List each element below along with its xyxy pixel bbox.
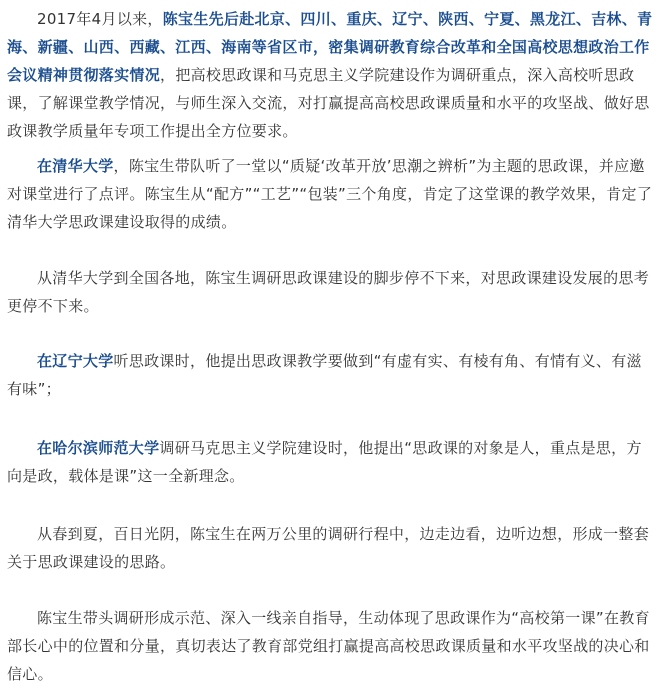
paragraph-6-text: 从春到夏，百日光阴，陈宝生在两万公里的调研行程中，边走边看，边听边想，形成一整套关于思政课建设的思路。 bbox=[7, 525, 650, 571]
paragraph-4 bbox=[7, 347, 657, 403]
paragraph-3-text: 从清华大学到全国各地，陈宝生调研思政课建设的脚步停不下来，对思政课建设发展的思考更停不下来。 bbox=[7, 269, 650, 315]
paragraph-2-lead: 在清华大学 bbox=[37, 157, 114, 175]
paragraph-1-text: ，把高校思政课和马克思主义学院建设作为调研重点，深入高校听思政课，了解课堂教学情况，与师生深入交流，对打赢提高高校思政课质量和水平的攻坚战、做好思政课教学质量年专项工作提出全方位要求。 bbox=[7, 66, 650, 140]
paragraph-4-lead: 在辽宁大学 bbox=[37, 352, 114, 370]
paragraph-5 bbox=[7, 434, 657, 490]
paragraph-5-text: 调研马克思主义学院建设时，他提出“思政课的对象是人，重点是思，方向是政，载体是课”这一全新理念。 bbox=[7, 439, 642, 485]
paragraph-2-text: ，陈宝生带队听了一堂以“质疑‘改革开放’思潮之辨析”为主题的思政课，并应邀对课堂进行了点评。陈宝生从“配方”“工艺”“包装”三个角度，肯定了这堂课的教学效果，肯定了清华大学思政课建设取得的成绩。 bbox=[7, 157, 653, 231]
paragraph-3 bbox=[7, 264, 657, 320]
paragraph-1-intro: 2017年4月以来， bbox=[37, 10, 163, 28]
paragraph-4-text: 听思政课时，他提出思政课教学要做到“有虚有实、有棱有角、有情有义、有滋有味”； bbox=[7, 352, 642, 398]
paragraph-2 bbox=[7, 152, 657, 236]
paragraph-6 bbox=[7, 520, 657, 576]
paragraph-5-lead: 在哈尔滨师范大学 bbox=[37, 439, 160, 457]
paragraph-1-highlight: 陈宝生先后赴北京、四川、重庆、辽宁、陕西、宁夏、黑龙江、吉林、青海、新疆、山西、西藏、江西、海南等省区市，密集调研教育综合改革和全国高校思想政治工作会议精神贯彻落实情况 bbox=[7, 10, 653, 84]
paragraph-7 bbox=[7, 604, 657, 688]
paragraph-1 bbox=[7, 5, 657, 145]
paragraph-7-text: 陈宝生带头调研形成示范、深入一线亲自指导，生动体现了思政课作为“高校第一课”在教育部长心中的位置和分量，真切表达了教育部党组打赢提高高校思政课质量和水平攻坚战的决心和信心。 bbox=[7, 609, 650, 683]
